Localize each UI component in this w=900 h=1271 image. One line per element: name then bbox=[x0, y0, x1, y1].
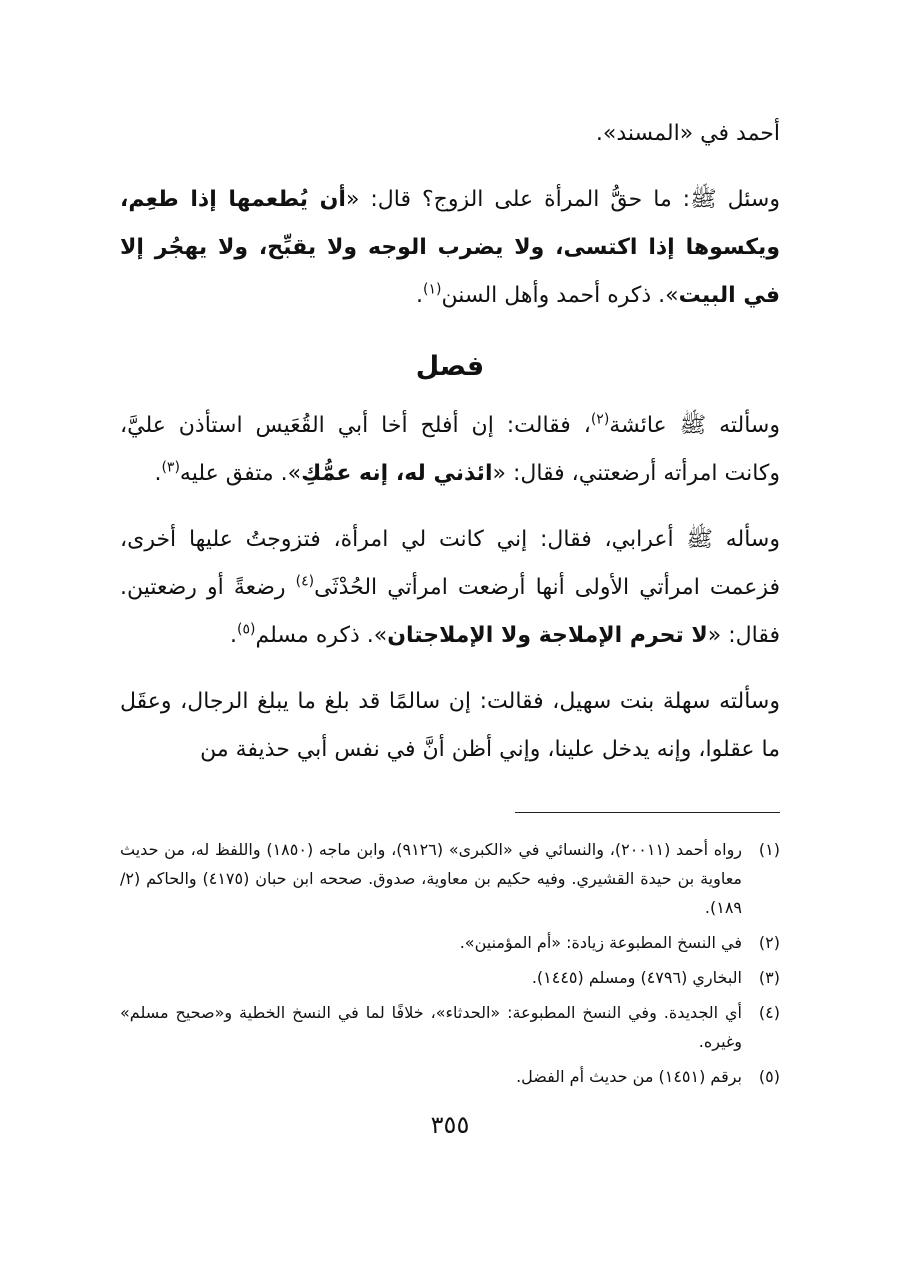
footnote-text: أي الجديدة. وفي النسخ المطبوعة: «الحدثاء»، خلافًا لما في النسخ الخطية و«صحيح مسلم» وغيره. bbox=[120, 1003, 742, 1051]
footnote-text: في النسخ المطبوعة زيادة: «أم المؤمنين». bbox=[459, 933, 742, 952]
hadith-text: أن يُطعمها إذا طعِم، ويكسوها إذا اكتسى، ولا يضرب الوجه ولا يقبِّح، ولا يهجُر إلا في البيت bbox=[120, 187, 780, 308]
footnote-number: (٣) bbox=[758, 968, 780, 987]
footnote-ref[interactable]: (١) bbox=[422, 281, 442, 298]
main-text bbox=[120, 110, 780, 774]
footnote-2 bbox=[120, 928, 780, 957]
footnote-3 bbox=[120, 963, 780, 992]
paragraph-2: وسئل ﷺ: ما حقُّ المرأة على الزوج؟ قال: «أن يُطعمها إذا طعِم، ويكسوها إذا اكتسى، ولا يضرب الوجه ولا يقبِّح، ولا يهجُر إلا في البيت». ذكره أحمد وأهل السنن$^{(١)}$. bbox=[120, 187, 780, 308]
footnote-text: رواه أحمد (٢٠٠١١)، والنسائي في «الكبرى» (٩١٢٦)، وابن ماجه (١٨٥٠) واللفظ له، من حديث معاوية بن حيدة القشيري. وفيه حكيم بن معاوية، صدوق. صححه ابن حبان (٤١٧٥) والحاكم (٢/ ١٨٩). bbox=[120, 840, 743, 917]
footnote-4 bbox=[120, 998, 780, 1056]
footnote-text: برقم (١٤٥١) من حديث أم الفضل. bbox=[516, 1067, 742, 1086]
paragraph-4: وسأله ﷺ أعرابي، فقال: إني كانت لي امرأة، فتزوجتُ عليها أخرى، فزعمت امرأتي الأولى أنها أرضعت امرأتي الحُدْثَى$^{(٤)}$ رضعةً أو رضعتين. فقال: «لا تحرم الإملاجة ولا الإملاجتان». ذكره مسلم$^{(٥)}$. bbox=[120, 527, 780, 648]
footnote-ref[interactable]: (٢) bbox=[590, 411, 610, 428]
hadith-text: لا تحرم الإملاجة ولا الإملاجتان bbox=[387, 623, 708, 648]
footnote-1 bbox=[120, 835, 780, 922]
footnote-number: (١) bbox=[758, 840, 780, 859]
footnote-ref[interactable]: (٤) bbox=[295, 573, 315, 590]
footnote-text: البخاري (٤٧٩٦) ومسلم (١٤٤٥). bbox=[531, 968, 742, 987]
footnote-number: (٥) bbox=[758, 1067, 780, 1086]
footnote-number: (٤) bbox=[758, 1003, 780, 1022]
footnote-number: (٢) bbox=[758, 933, 780, 952]
hadith-text: ائذني له، إنه عمُّكِ bbox=[301, 461, 493, 486]
footnote-ref[interactable]: (٥) bbox=[237, 621, 256, 638]
footnote-divider bbox=[515, 812, 780, 813]
footnote-5 bbox=[120, 1062, 780, 1091]
paragraph-5: وسألته سهلة بنت سهيل، فقالت: إن سالمًا قد بلغ ما يبلغ الرجال، وعقَل ما عقلوا، وإنه يدخل علينا، وإني أظن أنَّ في نفس أبي حذيفة من bbox=[120, 689, 780, 762]
footnote-ref[interactable]: (٣) bbox=[161, 459, 180, 476]
footnotes bbox=[120, 835, 780, 1091]
section-heading: فصل bbox=[415, 351, 485, 382]
page-number: ٣٥٥ bbox=[430, 1111, 470, 1139]
book-page bbox=[120, 110, 780, 1139]
paragraph-3: وسألته ﷺ عائشة$^{(٢)}$، فقالت: إن أفلح أخا أبي القُعَيس استأذن عليَّ، وكانت امرأته أرضعتني، فقال: «ائذني له، إنه عمُّكِ». متفق عليه$^{(٣)}$. bbox=[120, 411, 780, 486]
paragraph-1: أحمد في «المسند». bbox=[595, 121, 780, 146]
